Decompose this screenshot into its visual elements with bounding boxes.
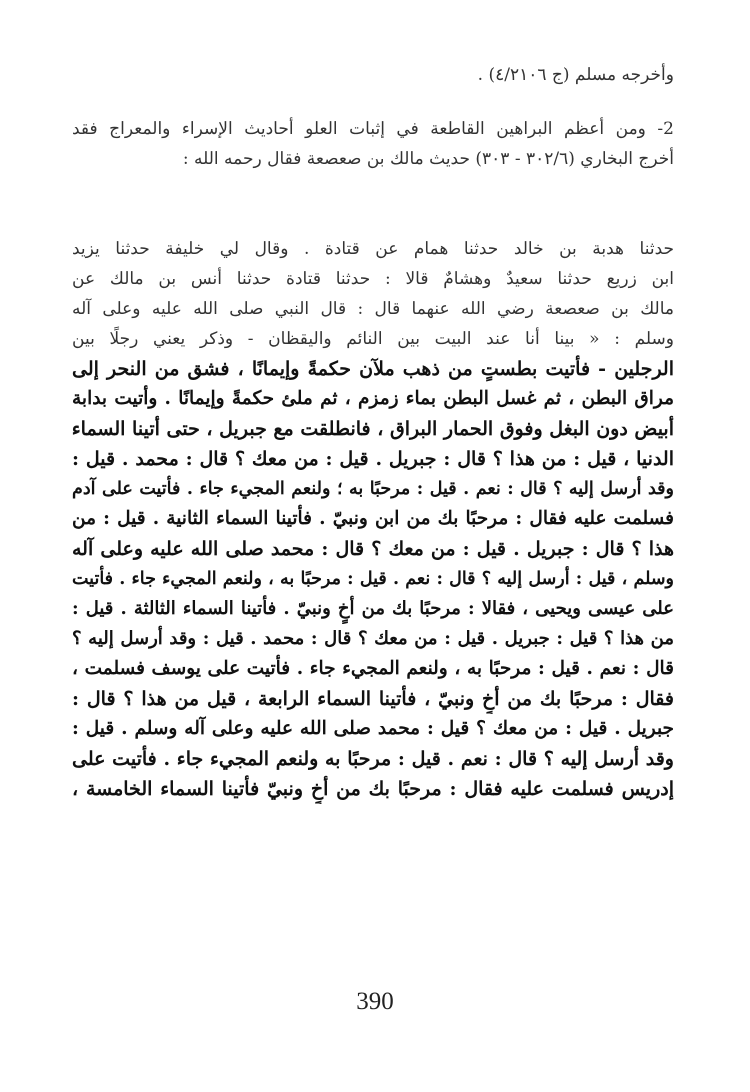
text-line: وأخرجه مسلم (ج ٤/٢١٠٦) . xyxy=(477,65,674,85)
text-line: 2- ومن أعظم البراهين القاطعة في إثبات العلو أحاديث الإسراء والمعراج فقد xyxy=(72,119,674,139)
text-line: الدنيا ، قيل : من هذا ؟ قال : جبريل . قيل : من معك ؟ قال : محمد . قيل : xyxy=(72,448,674,470)
text-line: حدثنا هدبة بن خالد حدثنا همام عن قتادة . وقال لي خليفة حدثنا يزيد xyxy=(72,239,674,259)
text-line: ابن زريع حدثنا سعيدٌ وهشامٌ قالا : حدثنا قتادة حدثنا أنس بن مالك عن xyxy=(72,269,674,289)
text-line: مراق البطن ، ثم غسل البطن بماء زمزم ، ثم ملئ حكمةً وإيمانًا . وأتيت بدابة xyxy=(72,388,674,409)
text-line: وسلم : « بينا أنا عند البيت بين النائم واليقظان - وذكر يعني رجلًا بين xyxy=(72,329,674,349)
text-line: جبريل . قيل : من معك ؟ قيل : محمد صلى الله عليه وعلى آله وسلم . قيل : xyxy=(72,718,674,739)
text-line: من هذا ؟ قيل : جبريل . قيل : من معك ؟ قال : محمد . قيل : وقد أرسل إليه ؟ xyxy=(72,628,674,649)
text-line: أخرج البخاري (٣٠٢/٦ - ٣٠٣) حديث مالك بن صعصعة فقال رحمه الله : xyxy=(182,149,674,169)
text-line: إدريس فسلمت عليه فقال : مرحبًا بك من أخٍ ونبيّ فأتينا السماء الخامسة ، xyxy=(72,778,674,800)
text-line: وقد أرسل إليه ؟ قال : نعم . قيل : مرحبًا به ؛ ولنعم المجيء جاء . فأتيت على آدم xyxy=(72,479,674,499)
text-line: وقد أرسل إليه ؟ قال : نعم . قيل : مرحبًا به ولنعم المجيء جاء . فأتيت على xyxy=(72,748,674,770)
text-line: قال : نعم . قيل : مرحبًا به ، ولنعم المجيء جاء . فأتيت على يوسف فسلمت ، xyxy=(72,658,674,679)
text-line: فقال : مرحبًا بك من أخٍ ونبيّ ، فأتينا السماء الرابعة ، قيل من هذا ؟ قال : xyxy=(72,688,674,710)
text-line: مالك بن صعصعة رضي الله عنهما قال : قال النبي صلى الله عليه وعلى آله xyxy=(72,299,674,319)
text-line: هذا ؟ قال : جبريل . قيل : من معك ؟ قال : محمد صلى الله عليه وعلى آله xyxy=(72,538,674,560)
text-line: على عيسى ويحيى ، فقالا : مرحبًا بك من أخٍ ونبيّ . فأتينا السماء الثالثة . قيل : xyxy=(72,598,674,619)
text-line: الرجلين - فأتيت بطستٍ من ذهب ملآن حكمةً وإيمانًا ، فشق من النحر إلى xyxy=(72,358,674,380)
text-line: وسلم ، قيل : أرسل إليه ؟ قال : نعم . قيل : مرحبًا به ، ولنعم المجيء جاء . فأتيت xyxy=(72,569,674,589)
page-number: 390 xyxy=(356,988,394,1015)
text-line: أبيض دون البغل وفوق الحمار البراق ، فانطلقت مع جبريل ، حتى أتينا السماء xyxy=(72,418,674,440)
text-line: فسلمت عليه فقال : مرحبًا بك من ابن ونبيّ . فأتينا السماء الثانية . قيل : من xyxy=(72,508,674,529)
